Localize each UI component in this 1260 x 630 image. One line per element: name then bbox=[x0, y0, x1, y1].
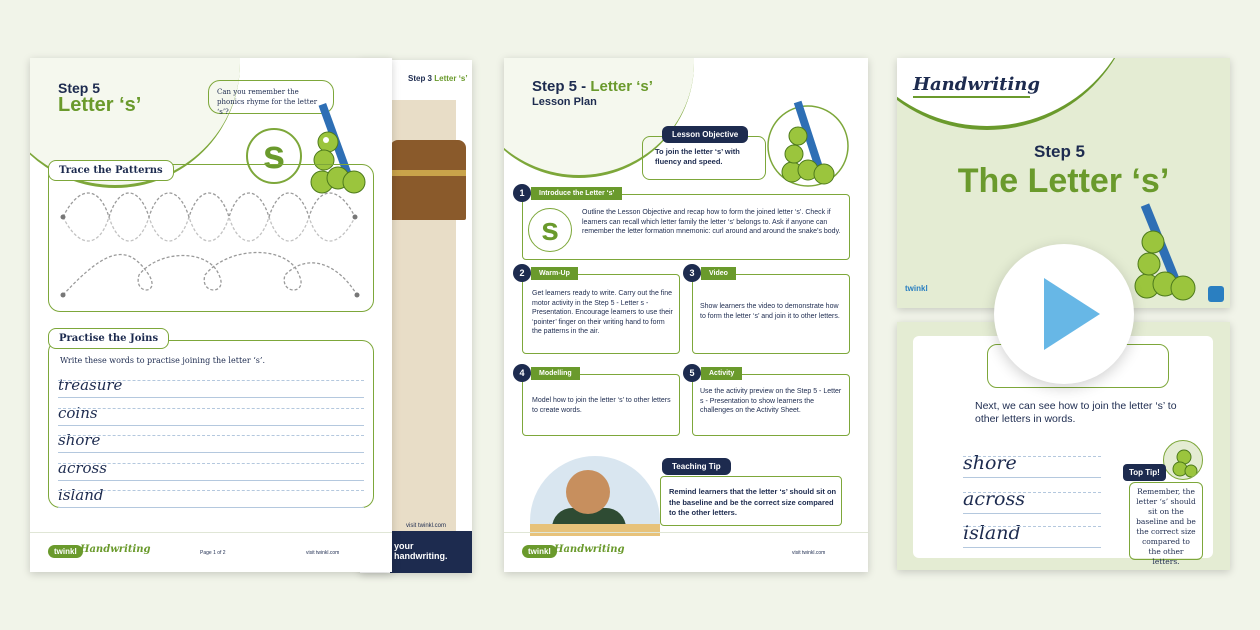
section-label: Modelling bbox=[531, 367, 580, 380]
practice-word: treasure bbox=[58, 376, 364, 398]
section-label: Introduce the Letter ‘s’ bbox=[531, 187, 622, 200]
slide-word: across bbox=[963, 488, 1101, 514]
worksheet-page bbox=[30, 58, 392, 572]
lesson-plan-subtitle: Lesson Plan bbox=[532, 96, 597, 108]
lesson-plan-page bbox=[504, 58, 868, 572]
joins-instruction: Write these words to practise joining the letter ‘s’. bbox=[60, 356, 265, 365]
trace-patterns bbox=[49, 165, 375, 313]
slide-word: island bbox=[963, 522, 1101, 548]
treasure-chest-icon bbox=[390, 140, 466, 220]
page-number: Page 1 of 2 bbox=[200, 550, 226, 556]
lesson-objective-label: Lesson Objective bbox=[662, 126, 748, 143]
worksheet-step: Step 5 bbox=[58, 80, 101, 96]
section-label: Warm-Up bbox=[531, 267, 578, 280]
section-number: 5 bbox=[683, 364, 701, 382]
twinkl-logo: twinkl bbox=[48, 545, 83, 558]
twinkl-logo: twinkl bbox=[905, 284, 928, 293]
top-tip-text: Remember, the letter ‘s’ should sit on the baseline and be the correct size compared to the other letters. bbox=[1129, 482, 1203, 560]
back-tag-step: Step 3 bbox=[408, 74, 433, 83]
trace-patterns-section bbox=[48, 164, 374, 312]
practice-word: island bbox=[58, 486, 364, 508]
back-page-url: visit twinkl.com bbox=[406, 523, 447, 529]
footer-url: visit twinkl.com bbox=[792, 550, 826, 556]
practice-word: coins bbox=[58, 404, 364, 426]
twinkl-logo: twinkl bbox=[522, 545, 557, 558]
caterpillar-pencil-icon bbox=[766, 98, 850, 194]
title-step: Step 5 - bbox=[532, 78, 591, 95]
section-label: Activity bbox=[701, 367, 742, 380]
caterpillar-pencil-icon bbox=[1117, 202, 1207, 302]
letter-s-icon: s bbox=[246, 128, 302, 184]
title-letter: Letter ‘s’ bbox=[590, 78, 653, 95]
section-number: 4 bbox=[513, 364, 531, 382]
section-number: 1 bbox=[513, 184, 531, 202]
section-number: 2 bbox=[513, 264, 531, 282]
trace-patterns-label: Trace the Patterns bbox=[48, 160, 174, 181]
section-text: Outline the Lesson Objective and recap how to form the joined letter ‘s’. Check if learners can recall which letter family the letter ‘s’ belongs to. Ask if anyone can remember the letter formation mnemonic: curl around and around the snake’s body. bbox=[582, 209, 841, 235]
lesson-objective-box: To join the letter ‘s’ with fluency and speed. bbox=[642, 136, 766, 180]
section-number: 3 bbox=[683, 264, 701, 282]
section-text: Use the activity preview on the Step 5 - Letter s - Presentation to show learners the challenges on the Activity Sheet. bbox=[700, 388, 842, 414]
top-tip-label: Top Tip! bbox=[1123, 464, 1166, 481]
teaching-tip-label: Teaching Tip bbox=[662, 458, 731, 475]
back-footer-text: your handwriting. bbox=[394, 541, 448, 561]
speech-bubble: Can you remember the phonics rhyme for the letter ‘s’? bbox=[208, 80, 334, 114]
section-text: Model how to join the letter ‘s’ to other letters to create words. bbox=[532, 397, 671, 414]
learner-photo bbox=[530, 456, 660, 536]
back-page-tag bbox=[408, 74, 468, 83]
lesson-plan-title bbox=[532, 78, 653, 95]
play-icon[interactable] bbox=[994, 244, 1134, 384]
slide-step: Step 5 bbox=[1033, 142, 1086, 161]
lesson-plan-footer bbox=[504, 532, 868, 572]
back-page-footer bbox=[390, 531, 472, 573]
footer-url: visit twinkl.com bbox=[306, 550, 340, 556]
section-text: Show learners the video to demonstrate how to form the letter ‘s’ and join it to other letters. bbox=[700, 303, 840, 320]
badge-icon bbox=[1208, 286, 1224, 302]
handwriting-logo: Handwriting bbox=[554, 544, 625, 555]
caterpillar-icon bbox=[1163, 440, 1203, 480]
practise-joins-label: Practise the Joins bbox=[48, 328, 169, 349]
practice-word: across bbox=[58, 459, 364, 481]
worksheet-footer bbox=[30, 532, 392, 572]
teaching-tip-box bbox=[660, 476, 842, 526]
letter-s-icon: s bbox=[528, 208, 572, 252]
back-tag-letter: Letter ‘s’ bbox=[434, 74, 468, 83]
worksheet-title: Letter ‘s’ bbox=[58, 94, 142, 116]
section-text: Get learners ready to write. Carry out the fine motor activity in the Step 5 - Letter s - Presentation. Encourage learners to use their ‘pointer’ finger on their writing hand to form the patterns in the air. bbox=[532, 290, 673, 335]
slide-intro: Next, we can see how to join the letter ‘s’ to other letters in words. bbox=[975, 400, 1177, 425]
slide-title: The Letter ‘s’ bbox=[957, 162, 1170, 200]
slide-word: shore bbox=[963, 452, 1101, 478]
handwriting-logo: Handwriting bbox=[913, 74, 1040, 95]
section-label: Video bbox=[701, 267, 736, 280]
handwriting-logo: Handwriting bbox=[80, 544, 151, 555]
practice-word: shore bbox=[58, 431, 364, 453]
teaching-tip-text: Remind learners that the letter ‘s’ should sit on the baseline and be the correct size compared to the other letters. bbox=[669, 487, 837, 517]
